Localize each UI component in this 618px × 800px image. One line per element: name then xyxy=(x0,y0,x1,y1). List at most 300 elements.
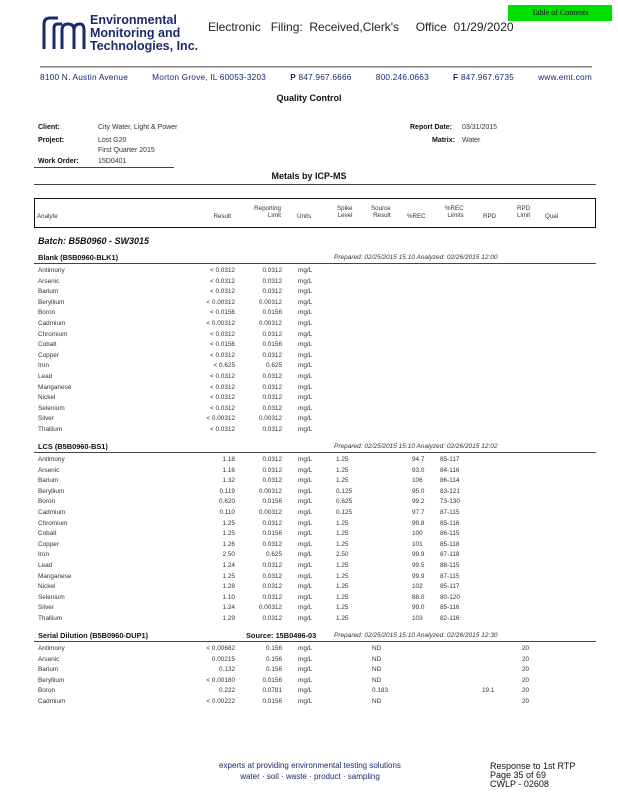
table-cell: 0.0156 xyxy=(262,698,282,705)
table-cell: 1.25 xyxy=(336,519,349,527)
table-cell: 0.620 xyxy=(219,498,235,506)
table-row xyxy=(0,405,618,414)
table-cell: Arsenic xyxy=(38,277,60,285)
table-cell: < 0.0312 xyxy=(209,383,235,391)
table-cell: < 0.00312 xyxy=(206,415,235,423)
table-cell: ND xyxy=(372,645,382,652)
fax: F 847.967.6735 xyxy=(453,72,514,82)
table-cell: mg/L xyxy=(298,509,313,516)
table-cell: mg/L xyxy=(298,267,313,274)
table-cell: mg/L xyxy=(298,383,313,391)
table-cell: < 0.0312 xyxy=(209,277,235,285)
table-cell: 1.18 xyxy=(222,456,235,463)
report-date-value: 03/31/2015 xyxy=(462,124,498,131)
table-cell: Selenium xyxy=(38,593,65,601)
table-cell: Copper xyxy=(38,351,59,359)
col-reporting-limit: Reporting Limit xyxy=(254,205,281,219)
table-cell: 1.25 xyxy=(336,604,349,612)
table-cell: Lead xyxy=(38,373,53,380)
table-cell: Beryllium xyxy=(38,487,65,495)
table-cell: 0.0156 xyxy=(262,530,282,538)
col-source-result: Source Result xyxy=(371,205,391,219)
table-row xyxy=(0,583,618,592)
table-cell: 0.0312 xyxy=(262,572,282,580)
table-cell: Boron xyxy=(38,309,56,317)
table-cell: 1.25 xyxy=(336,466,349,474)
table-cell: ND xyxy=(372,676,382,684)
table-row xyxy=(0,573,618,582)
table-cell: mg/L xyxy=(298,341,313,349)
table-cell: mg/L xyxy=(298,466,313,474)
table-cell: Iron xyxy=(38,551,50,559)
table-cell: Nickel xyxy=(38,394,56,402)
table-cell: 1.25 xyxy=(336,456,349,463)
table-cell: 0.00312 xyxy=(258,320,282,327)
col-qual: Qual xyxy=(545,213,559,220)
table-cell: 1.25 xyxy=(336,583,349,591)
table-cell: 1.28 xyxy=(222,583,235,591)
table-cell: Copper xyxy=(38,540,59,548)
table-cell: Antimony xyxy=(38,267,65,274)
table-cell: Thallium xyxy=(38,426,63,433)
table-cell: 0.00215 xyxy=(211,655,235,663)
table-cell: 0.0312 xyxy=(262,277,282,285)
table-cell: mg/L xyxy=(298,320,313,327)
table-cell: 1.26 xyxy=(222,540,235,548)
table-cell: 1.25 xyxy=(336,615,349,622)
table-cell: 2.50 xyxy=(336,551,349,559)
table-cell: mg/L xyxy=(298,394,313,402)
table-cell: mg/L xyxy=(298,404,313,412)
project-label: Project: xyxy=(38,137,65,144)
table-row xyxy=(0,373,618,382)
table-cell: Cobalt xyxy=(38,530,57,538)
table-cell: 80-120 xyxy=(440,593,460,601)
table-row xyxy=(0,394,618,403)
col-result: Result xyxy=(213,213,231,220)
table-cell: mg/L xyxy=(298,309,313,317)
table-cell: 0.00312 xyxy=(258,604,282,612)
table-cell: 0.00312 xyxy=(258,415,282,423)
table-cell: Boron xyxy=(38,498,56,506)
report-date-label: Report Date: xyxy=(410,124,453,131)
table-cell: 100 xyxy=(412,530,423,538)
table-row xyxy=(0,299,618,308)
col-rpd: RPD xyxy=(483,213,497,220)
phone: P 847.967.6666 xyxy=(290,72,352,82)
table-cell: 0.0312 xyxy=(262,373,282,380)
table-cell: 20 xyxy=(522,687,530,695)
table-cell: Arsenic xyxy=(38,466,60,474)
table-cell: 87-118 xyxy=(440,551,460,559)
table-cell: < 0.0156 xyxy=(209,309,235,317)
table-cell: 87-115 xyxy=(440,509,460,516)
table-row xyxy=(0,320,618,329)
table-cell: 0.0312 xyxy=(262,404,282,412)
table-cell: mg/L xyxy=(298,277,313,285)
client-label: Client: xyxy=(38,124,60,131)
table-cell: 0.0312 xyxy=(262,562,282,569)
table-cell: mg/L xyxy=(298,572,313,580)
table-cell: 1.16 xyxy=(222,466,235,474)
table-row xyxy=(0,541,618,550)
table-cell: 0.0312 xyxy=(262,477,282,485)
dup-rule xyxy=(34,641,596,642)
website: www.emt.com xyxy=(538,72,592,82)
table-cell: 0.0781 xyxy=(262,687,282,695)
section-title: Metals by ICP-MS xyxy=(271,171,347,181)
table-cell: Arsenic xyxy=(38,655,60,663)
table-cell: ND xyxy=(372,698,382,705)
table-cell: 20 xyxy=(522,676,530,684)
table-cell: 20 xyxy=(522,655,530,663)
table-cell: 1.24 xyxy=(222,604,235,612)
table-cell: 0.625 xyxy=(266,551,282,559)
table-cell: < 0.0312 xyxy=(209,404,235,412)
table-cell: 101 xyxy=(412,540,423,548)
matrix-label: Matrix: xyxy=(432,137,455,144)
table-row xyxy=(0,267,618,276)
table-cell: < 0.0312 xyxy=(209,373,235,380)
blank-title: Blank (B5B0960-BLK1) xyxy=(38,253,119,262)
table-row xyxy=(0,362,618,371)
table-cell: < 0.625 xyxy=(213,362,235,370)
table-cell: 20 xyxy=(522,645,530,652)
table-cell: 0.625 xyxy=(266,362,282,370)
table-cell: 1.25 xyxy=(336,572,349,580)
table-row xyxy=(0,467,618,476)
table-cell: mg/L xyxy=(298,330,313,338)
table-cell: 88.0 xyxy=(412,593,425,601)
table-cell: Iron xyxy=(38,362,50,370)
table-cell: Beryllium xyxy=(38,298,65,306)
table-cell: 86-115 xyxy=(440,530,460,538)
table-cell: mg/L xyxy=(298,426,313,433)
table-cell: 0.132 xyxy=(219,666,235,674)
table-row xyxy=(0,498,618,507)
table-cell: Nickel xyxy=(38,583,56,591)
table-cell: mg/L xyxy=(298,666,313,674)
table-cell: 0.0312 xyxy=(262,426,282,433)
table-cell: mg/L xyxy=(298,519,313,527)
lcs-prep: Prepared: 02/25/2015 15:10 Analyzed: 02/26/2015 12:02 xyxy=(334,443,498,450)
table-cell: Cadmium xyxy=(38,698,66,705)
table-cell: Beryllium xyxy=(38,676,65,684)
table-cell: Barium xyxy=(38,288,59,296)
table-cell: Silver xyxy=(38,604,54,612)
table-cell: 0.110 xyxy=(219,509,235,516)
table-cell: < 0.0156 xyxy=(209,341,235,349)
table-cell: 1.25 xyxy=(222,519,235,527)
table-cell: 0.0312 xyxy=(262,288,282,296)
table-cell: ND xyxy=(372,666,382,674)
table-cell: Chromium xyxy=(38,330,68,338)
matrix-value: Water xyxy=(462,137,481,144)
workorder-underline xyxy=(34,167,174,168)
table-cell: 0.156 xyxy=(266,666,282,674)
table-cell: mg/L xyxy=(298,298,313,306)
table-cell: 85-116 xyxy=(440,519,460,527)
table-cell: < 0.00312 xyxy=(206,320,235,327)
table-cell: 73-130 xyxy=(440,498,460,506)
table-row xyxy=(0,562,618,571)
table-row xyxy=(0,477,618,486)
table-cell: 82-116 xyxy=(440,615,460,622)
table-cell: 106 xyxy=(412,477,423,485)
table-row xyxy=(0,415,618,424)
table-cell: 93.0 xyxy=(412,466,425,474)
table-cell: 85-116 xyxy=(440,604,460,612)
table-cell: mg/L xyxy=(298,351,313,359)
table-cell: 99.9 xyxy=(412,551,425,559)
table-cell: Thallium xyxy=(38,615,63,622)
table-cell: 0.119 xyxy=(219,487,235,495)
table-cell: mg/L xyxy=(298,498,313,506)
table-cell: Cadmium xyxy=(38,320,66,327)
table-cell: 0.156 xyxy=(266,655,282,663)
table-cell: 0.156 xyxy=(266,645,282,652)
table-row xyxy=(0,656,618,665)
col-rec-limits: %REC Limits xyxy=(445,205,464,219)
header-divider xyxy=(40,66,592,68)
table-cell: < 0.0312 xyxy=(209,267,235,274)
blank-prep: Prepared: 02/25/2015 15:10 Analyzed: 02/26/2015 12:00 xyxy=(334,254,498,261)
table-of-contents-link[interactable]: Table of Contents xyxy=(508,5,612,21)
table-cell: 0.0156 xyxy=(262,676,282,684)
table-cell: 1.25 xyxy=(336,540,349,548)
workorder-label: Work Order: xyxy=(38,158,79,165)
dup-source: Source: 15B0496-03 xyxy=(246,631,317,640)
table-cell: 0.125 xyxy=(336,487,352,495)
workorder-value: 15D0401 xyxy=(98,158,127,165)
table-cell: mg/L xyxy=(298,687,313,695)
table-cell: Silver xyxy=(38,415,54,423)
table-cell: Manganese xyxy=(38,572,72,580)
table-cell: 0.0312 xyxy=(262,351,282,359)
table-cell: 0.0312 xyxy=(262,267,282,274)
table-row xyxy=(0,331,618,340)
company-name: Environmental Monitoring and Technologies, Inc. xyxy=(90,13,199,53)
table-row xyxy=(0,509,618,518)
table-cell: 0.0156 xyxy=(262,309,282,317)
table-cell: Cadmium xyxy=(38,509,66,516)
table-cell: 99.5 xyxy=(412,562,425,569)
table-cell: mg/L xyxy=(298,288,313,296)
table-cell: < 0.00682 xyxy=(206,645,235,652)
col-spike-level: Spike Level xyxy=(337,205,353,219)
table-cell: 0.0312 xyxy=(262,593,282,601)
table-cell: 85-118 xyxy=(440,540,460,548)
table-cell: 87-115 xyxy=(440,572,460,580)
table-cell: 0.00312 xyxy=(258,509,282,516)
table-cell: mg/L xyxy=(298,487,313,495)
table-cell: Selenium xyxy=(38,404,65,412)
table-row xyxy=(0,530,618,539)
table-cell: Barium xyxy=(38,666,59,674)
table-cell: 97.7 xyxy=(412,509,425,516)
table-cell: 85-117 xyxy=(440,456,460,463)
table-cell: 99.8 xyxy=(412,519,425,527)
table-row xyxy=(0,520,618,529)
table-cell: mg/L xyxy=(298,593,313,601)
city: Morton Grove, IL 60053-3203 xyxy=(152,72,267,82)
table-cell: ND xyxy=(372,655,382,663)
table-cell: 84-116 xyxy=(440,466,460,474)
dup-prep: Prepared: 02/25/2015 15:10 Analyzed: 02/26/2015 12:30 xyxy=(334,632,498,639)
table-cell: 1.32 xyxy=(222,477,235,485)
table-row xyxy=(0,551,618,560)
table-row xyxy=(0,687,618,696)
table-cell: 99.9 xyxy=(412,572,425,580)
table-cell: Antimony xyxy=(38,456,65,463)
table-cell: Lead xyxy=(38,562,53,569)
table-cell: 0.0312 xyxy=(262,383,282,391)
filing-stamp: Electronic Filing: Received,Clerk's Office 01/29/2020 xyxy=(208,20,514,34)
table-cell: 1.25 xyxy=(336,477,349,485)
table-row xyxy=(0,666,618,675)
lcs-rule xyxy=(34,452,596,453)
table-cell: 1.25 xyxy=(336,530,349,538)
table-cell: 0.0312 xyxy=(262,394,282,402)
table-cell: 1.25 xyxy=(222,530,235,538)
table-cell: < 0.00180 xyxy=(206,676,235,684)
table-cell: 1.25 xyxy=(336,562,349,569)
table-cell: 95.0 xyxy=(412,487,425,495)
project-value: Lost G20 xyxy=(98,137,127,144)
table-cell: 99.0 xyxy=(412,604,425,612)
table-cell: mg/L xyxy=(298,551,313,559)
batch-title: Batch: B5B0960 - SW3015 xyxy=(38,236,150,246)
table-cell: Cobalt xyxy=(38,341,57,349)
table-cell: < 0.00222 xyxy=(206,698,235,705)
col-rpd-limit: RPD Limit xyxy=(517,205,531,219)
response-stamp: Response to 1st RTP Page 35 of 69 CWLP - 02608 xyxy=(490,761,576,789)
table-cell: mg/L xyxy=(298,530,313,538)
tollfree: 800.246.0663 xyxy=(375,72,429,82)
table-cell: 1.25 xyxy=(336,593,349,601)
table-cell: < 0.0312 xyxy=(209,351,235,359)
table-cell: 0.125 xyxy=(336,509,352,516)
table-cell: 0.0312 xyxy=(262,456,282,463)
table-cell: 102 xyxy=(412,583,423,591)
table-cell: < 0.0312 xyxy=(209,426,235,433)
table-row xyxy=(0,456,618,465)
table-row xyxy=(0,615,618,624)
table-cell: mg/L xyxy=(298,477,313,485)
table-cell: mg/L xyxy=(298,655,313,663)
table-cell: 85-117 xyxy=(440,583,460,591)
table-cell: mg/L xyxy=(298,562,313,569)
table-row xyxy=(0,341,618,350)
project-value-2: First Quarter 2015 xyxy=(98,147,155,154)
table-cell: 0.0312 xyxy=(262,466,282,474)
table-cell: < 0.00312 xyxy=(206,298,235,306)
table-cell: 0.0312 xyxy=(262,519,282,527)
table-row xyxy=(0,677,618,686)
table-cell: < 0.0312 xyxy=(209,288,235,296)
table-cell: 19.1 xyxy=(482,687,495,695)
table-cell: 88-115 xyxy=(440,562,460,569)
table-cell: mg/L xyxy=(298,540,313,548)
blank-rule xyxy=(34,263,596,264)
table-cell: 0.00312 xyxy=(258,298,282,306)
table-cell: 1.24 xyxy=(222,562,235,569)
table-row xyxy=(0,288,618,297)
table-row xyxy=(0,278,618,287)
table-cell: 1.25 xyxy=(222,572,235,580)
table-cell: mg/L xyxy=(298,415,313,423)
table-cell: 103 xyxy=(412,615,423,622)
section-rule xyxy=(34,184,596,185)
dup-title: Serial Dilution (B5B0960-DUP1) xyxy=(38,631,149,640)
table-cell: 0.0312 xyxy=(262,540,282,548)
table-cell: 0.00312 xyxy=(258,487,282,495)
table-cell: Chromium xyxy=(38,519,68,527)
table-cell: mg/L xyxy=(298,698,313,705)
table-cell: 0.625 xyxy=(336,498,352,506)
lcs-title: LCS (B5B0960-BS1) xyxy=(38,442,108,451)
table-cell: mg/L xyxy=(298,645,313,652)
table-cell: Boron xyxy=(38,687,56,695)
table-row xyxy=(0,384,618,393)
table-cell: 0.0312 xyxy=(262,615,282,622)
table-cell: 1.10 xyxy=(222,593,235,601)
company-logo-icon xyxy=(40,16,86,50)
table-cell: mg/L xyxy=(298,456,313,463)
table-cell: < 0.0312 xyxy=(209,394,235,402)
table-cell: mg/L xyxy=(298,362,313,370)
page-title: Quality Control xyxy=(276,93,342,103)
col-units: Units xyxy=(297,213,312,220)
table-row xyxy=(0,309,618,318)
table-cell: 2.50 xyxy=(222,551,235,559)
table-cell: 86-114 xyxy=(440,477,460,485)
street: 8100 N. Austin Avenue xyxy=(40,72,129,82)
client-value: City Water, Light & Power xyxy=(98,124,178,131)
table-cell: 83-121 xyxy=(440,487,460,495)
address-bar xyxy=(40,72,592,82)
table-row xyxy=(0,604,618,613)
table-cell: Antimony xyxy=(38,645,65,652)
table-cell: Barium xyxy=(38,477,59,485)
table-cell: 94.7 xyxy=(412,456,425,463)
table-cell: Manganese xyxy=(38,383,72,391)
table-row xyxy=(0,698,618,707)
table-row xyxy=(0,594,618,603)
table-row xyxy=(0,488,618,497)
col-rec: %REC xyxy=(407,213,426,220)
table-cell: mg/L xyxy=(298,615,313,622)
table-cell: 0.0156 xyxy=(262,341,282,349)
table-cell: 0.183 xyxy=(372,687,388,695)
table-cell: mg/L xyxy=(298,583,313,591)
table-cell: 0.222 xyxy=(219,687,235,695)
column-header-box xyxy=(34,198,596,228)
footer-tagline: experts at providing environmental testing solutions water · soil · waste · product · sampling xyxy=(219,761,401,781)
table-cell: 99.2 xyxy=(412,498,425,506)
table-cell: 20 xyxy=(522,666,530,674)
table-row xyxy=(0,645,618,654)
table-cell: 20 xyxy=(522,698,530,705)
table-cell: 0.0156 xyxy=(262,498,282,506)
table-row xyxy=(0,426,618,435)
table-row xyxy=(0,352,618,361)
table-cell: 0.0312 xyxy=(262,583,282,591)
table-cell: 1.29 xyxy=(222,615,235,622)
col-analyte: Analyte xyxy=(37,213,58,220)
table-cell: < 0.0312 xyxy=(209,330,235,338)
table-cell: mg/L xyxy=(298,604,313,612)
